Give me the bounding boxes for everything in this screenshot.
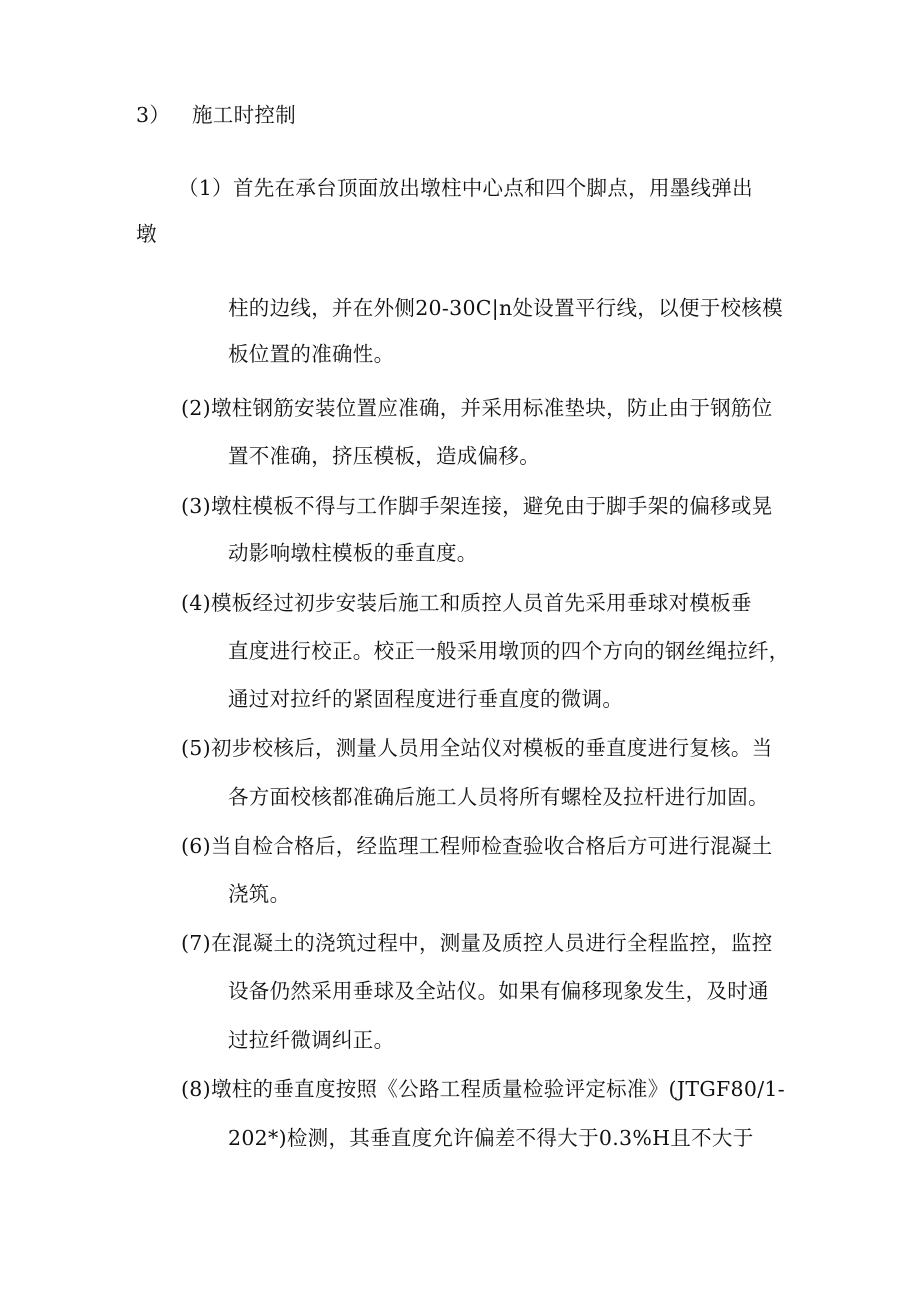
paragraph-line-5: (2)墩柱钢筋安装位置应准确，并采用标准垫块，防止由于钢筋位: [181, 396, 773, 420]
paragraph-line-11: 通过对拉纤的紧固程度进行垂直度的微调。: [228, 687, 624, 711]
paragraph-line-17: 设备仍然采用垂球及全站仪。如果有偏移现象发生，及时通: [228, 979, 769, 1003]
paragraph-line-3: 柱的边线，并在外侧20-30C|n处设置平行线，以便于校核模: [228, 296, 783, 320]
paragraph-line-9: (4)模板经过初步安装后施工和质控人员首先采用垂球对模板垂: [181, 591, 752, 615]
paragraph-line-1: （1）首先在承台顶面放出墩柱中心点和四个脚点，用墨线弹出: [178, 176, 753, 200]
paragraph-line-2: 墩: [136, 222, 157, 246]
section-number: 3）: [136, 103, 171, 127]
paragraph-line-6: 置不准确，挤压模板，造成偏移。: [228, 444, 540, 468]
paragraph-line-4: 板位置的准确性。: [228, 342, 395, 366]
paragraph-line-13: 各方面校核都准确后施工人员将所有螺栓及拉杆进行加固。: [228, 785, 769, 809]
paragraph-line-7: (3)墩柱模板不得与工作脚手架连接，避免由于脚手架的偏移或晃: [181, 494, 773, 518]
paragraph-line-10: 直度进行校正。校正一般采用墩顶的四个方向的钢丝绳拉纤，: [228, 639, 790, 663]
paragraph-line-14: (6)当自检合格后，经监理工程师检查验收合格后方可进行混凝土: [181, 834, 773, 858]
paragraph-line-12: (5)初步校核后，测量人员用全站仪对模板的垂直度进行复核。当: [181, 736, 773, 760]
section-title: 施工时控制: [192, 103, 296, 127]
paragraph-line-20: 202*)检测，其垂直度允许偏差不得大于0.3%H且不大于: [228, 1126, 754, 1150]
paragraph-line-19: (8)墩柱的垂直度按照《公路工程质量检验评定标准》(JTGF80/1-: [181, 1077, 785, 1101]
paragraph-line-16: (7)在混凝土的浇筑过程中，测量及质控人员进行全程监控，监控: [181, 931, 773, 955]
paragraph-line-15: 浇筑。: [228, 882, 291, 906]
paragraph-line-18: 过拉纤微调纠正。: [228, 1028, 395, 1052]
paragraph-line-8: 动影响墩柱模板的垂直度。: [228, 541, 478, 565]
